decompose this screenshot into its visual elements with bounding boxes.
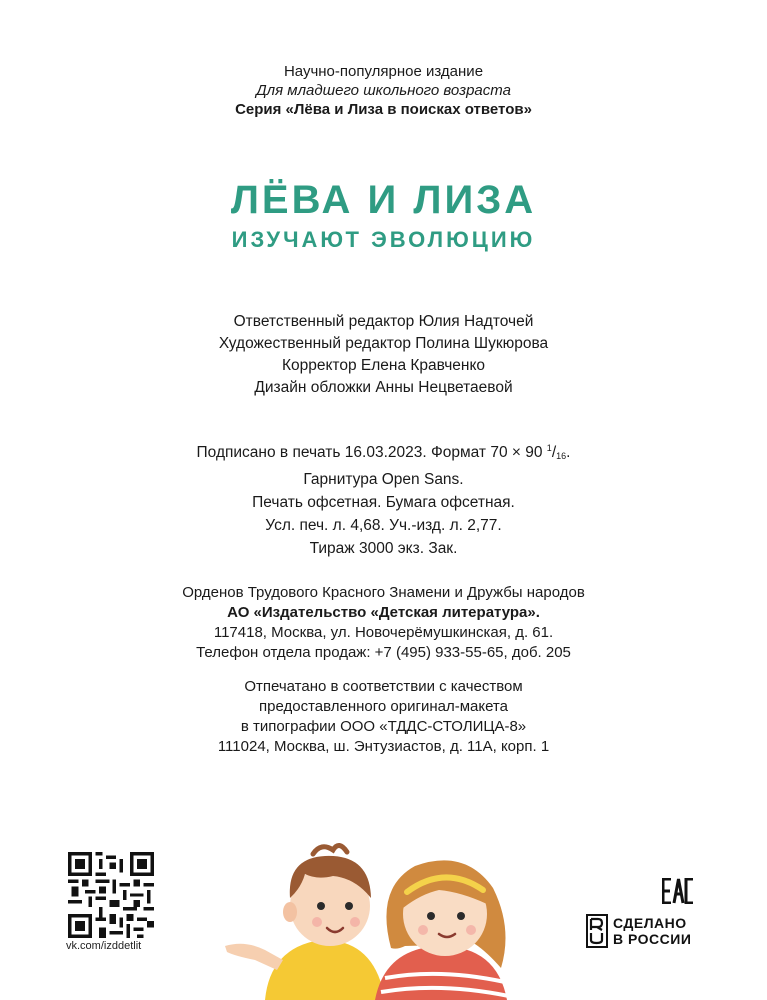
printing-method: Печать офсетная. Бумага офсетная. <box>252 494 515 511</box>
edition-audience: Для младшего школьного возраста <box>256 82 511 99</box>
publisher-address: 117418, Москва, ул. Новочерёмушкинская, д. 61. <box>213 624 554 641</box>
printer-info <box>0 677 767 757</box>
publisher-name: АО «Издательство «Детская литература». <box>227 604 540 621</box>
printing-signed: Подписано в печать 16.03.2023. Формат 70 × 90 <box>196 444 547 461</box>
book-title-main: ЛЁВА И ЛИЗА <box>230 178 537 222</box>
made-in-line-2: В РОССИИ <box>613 931 692 947</box>
publisher-phone: Телефон отдела продаж: +7 (495) 933-55-65, доб. 205 <box>196 644 571 661</box>
printing-run: Тираж 3000 экз. Зак. <box>309 540 458 557</box>
credit-art-editor: Художественный редактор Полина Шукюрова <box>218 335 549 352</box>
printing-font: Гарнитура Open Sans. <box>303 471 464 488</box>
printing-sheets: Усл. печ. л. 4,68. Уч.-изд. л. 2,77. <box>265 517 502 534</box>
format-fraction-denominator: 16 <box>556 451 567 461</box>
made-in-russia-text <box>613 915 691 947</box>
credit-proofreader: Корректор Елена Кравченко <box>281 357 486 374</box>
publisher-info <box>0 583 767 663</box>
eac-label: ЕАС <box>662 878 665 879</box>
printer-line-4: 111024, Москва, ш. Энтузиастов, д. 11А, корп. 1 <box>217 738 550 755</box>
kids-illustration <box>225 828 535 1000</box>
qr-code-icon[interactable] <box>68 852 154 938</box>
publisher-orders: Орденов Трудового Красного Знамени и Дружбы народов <box>182 584 585 601</box>
vk-link[interactable]: vk.com/izddetlit <box>66 940 142 952</box>
printer-line-1: Отпечатано в соответствии с качеством <box>244 678 523 695</box>
format-fraction-numerator: 1 <box>546 443 552 453</box>
book-title-sub: ИЗУЧАЮТ ЭВОЛЮЦИЮ <box>231 227 536 252</box>
made-in-line-1: СДЕЛАНО <box>613 915 687 931</box>
credit-cover-design: Дизайн обложки Анны Нецветаевой <box>254 379 513 396</box>
eac-mark-icon <box>662 878 694 904</box>
printer-line-3: в типографии ООО «ТДДС-СТОЛИЦА-8» <box>240 718 527 735</box>
made-in-russia-badge <box>586 914 698 948</box>
credits-block <box>0 311 767 399</box>
printing-info <box>0 437 767 560</box>
edition-header <box>0 62 767 119</box>
book-title <box>0 176 767 254</box>
made-in-russia-box-icon <box>586 914 608 948</box>
credit-editor: Ответственный редактор Юлия Надточей <box>233 313 534 330</box>
edition-type: Научно-популярное издание <box>283 63 484 80</box>
edition-series: Серия «Лёва и Лиза в поисках ответов» <box>235 101 532 118</box>
printer-line-2: предоставленного оригинал-макета <box>259 698 508 715</box>
printing-signed-line: Подписано в печать 16.03.2023. Формат 70 × 90 $^1/_{16}$. <box>196 443 571 461</box>
